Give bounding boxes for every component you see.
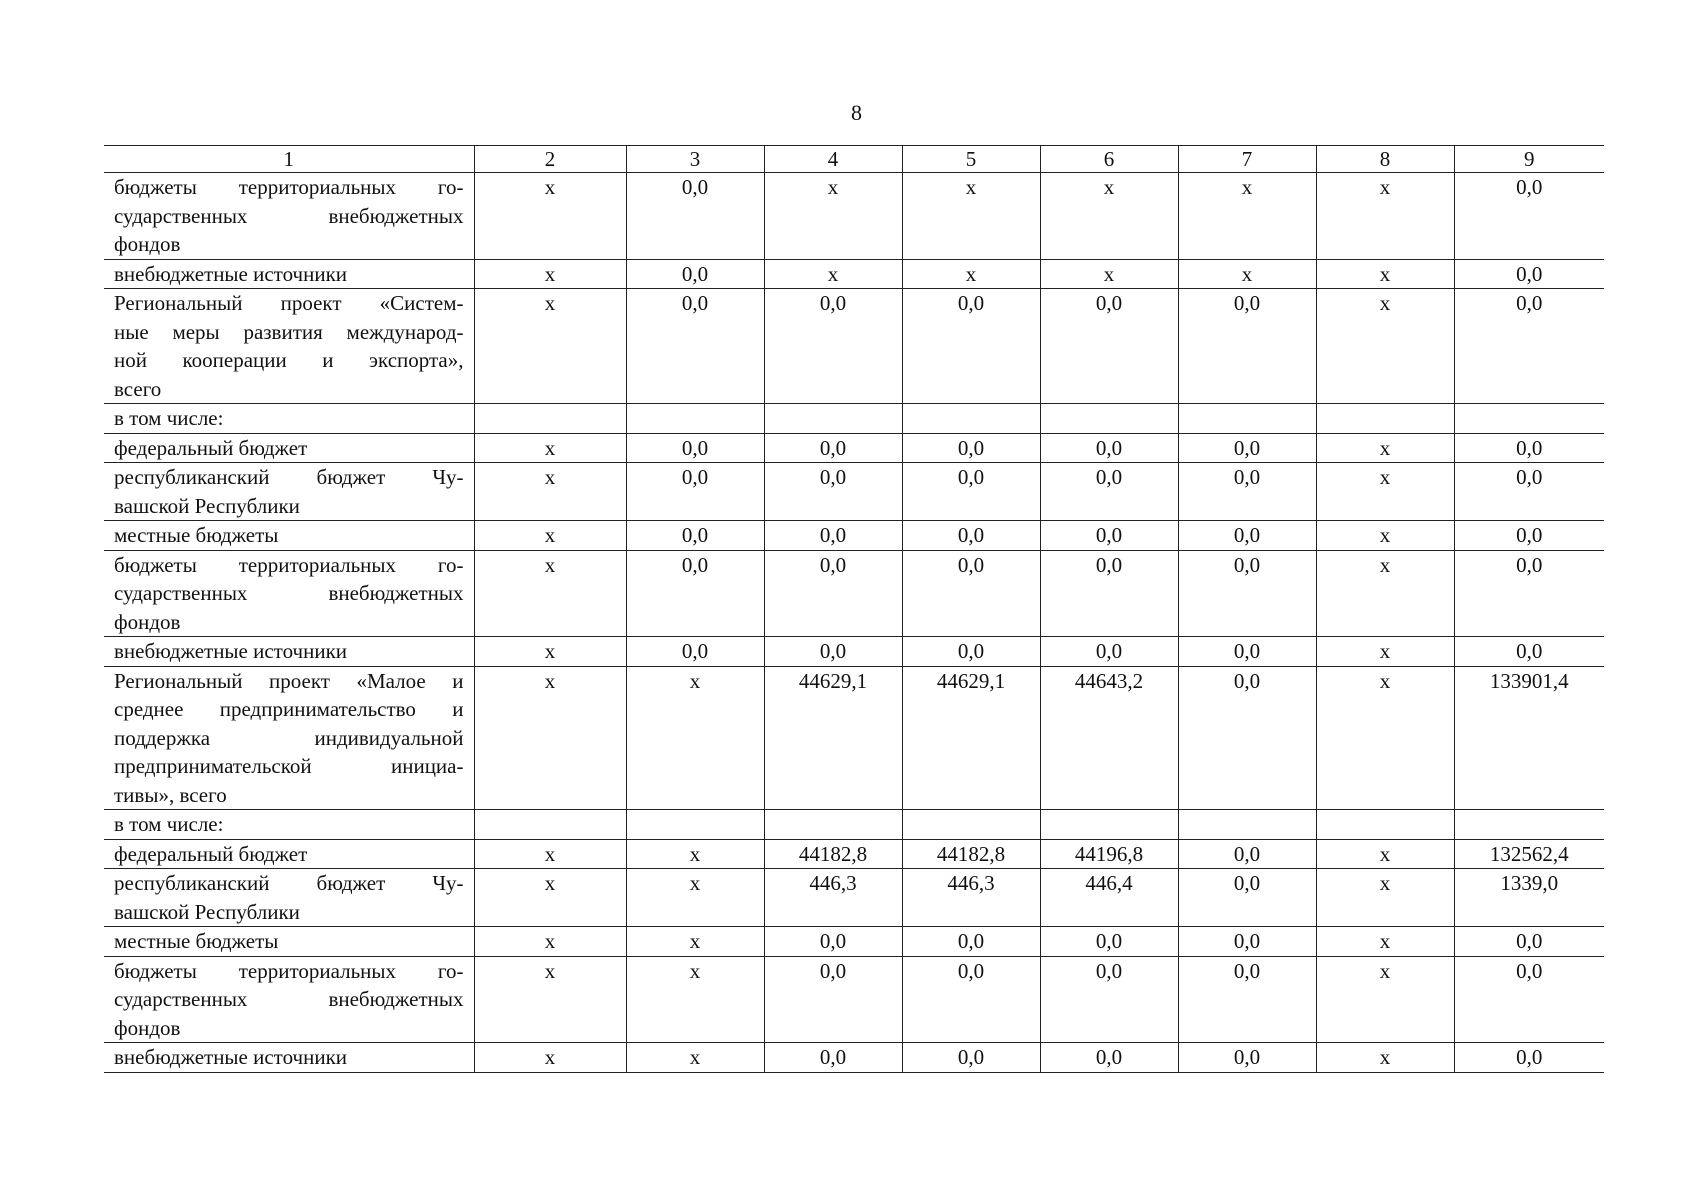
table-cell: 0,0 xyxy=(626,637,764,667)
table-row xyxy=(104,869,1604,927)
table-cell xyxy=(1178,810,1316,840)
table-cell: 0,0 xyxy=(1040,927,1178,957)
row-label xyxy=(104,521,474,551)
table-cell: x xyxy=(1316,173,1454,260)
table-cell: x xyxy=(1316,1043,1454,1073)
table-cell: 0,0 xyxy=(626,521,764,551)
table-cell: 0,0 xyxy=(1178,289,1316,404)
table-cell: 0,0 xyxy=(1178,869,1316,927)
row-label-line: в том числе: xyxy=(114,406,224,430)
row-label-line: бюджеты территориальных го- xyxy=(114,958,464,983)
table-cell xyxy=(1454,810,1604,840)
table-cell: 0,0 xyxy=(1178,666,1316,810)
column-number: 8 xyxy=(1316,146,1454,173)
row-label-line: местные бюджеты xyxy=(114,523,279,547)
table-cell: 44629,1 xyxy=(764,666,902,810)
row-label xyxy=(104,289,474,404)
row-label-line: поддержка индивидуальной xyxy=(114,725,464,750)
table-cell: x xyxy=(474,839,626,869)
table-cell: 0,0 xyxy=(1040,521,1178,551)
row-label-line: фондов xyxy=(114,232,181,256)
table-row xyxy=(104,404,1604,434)
table-cell xyxy=(764,404,902,434)
row-label-line: всего xyxy=(114,376,162,401)
table-cell: 446,3 xyxy=(902,869,1040,927)
table-cell: x xyxy=(474,1043,626,1073)
table-cell: 0,0 xyxy=(1178,839,1316,869)
row-label-line: федеральный бюджет xyxy=(114,841,308,866)
table-cell: x xyxy=(474,289,626,404)
table-cell: x xyxy=(474,637,626,667)
table-cell: 133901,4 xyxy=(1454,666,1604,810)
table-cell: 0,0 xyxy=(1040,433,1178,463)
table-cell: 0,0 xyxy=(1454,550,1604,637)
table-cell xyxy=(1040,404,1178,434)
table-cell: x xyxy=(626,666,764,810)
table-cell: x xyxy=(626,927,764,957)
table-cell: x xyxy=(474,666,626,810)
table-cell xyxy=(902,404,1040,434)
table-cell xyxy=(1316,810,1454,840)
table-cell: 0,0 xyxy=(1454,956,1604,1043)
column-number: 5 xyxy=(902,146,1040,173)
table-cell: 0,0 xyxy=(902,637,1040,667)
table-cell: x xyxy=(1316,463,1454,521)
table-cell: 0,0 xyxy=(1040,1043,1178,1073)
table-cell: 0,0 xyxy=(626,259,764,289)
table-cell: x xyxy=(626,839,764,869)
table-cell: x xyxy=(1316,927,1454,957)
table-cell: x xyxy=(1316,666,1454,810)
row-label-line: федеральный бюджет xyxy=(114,435,308,460)
table-row xyxy=(104,550,1604,637)
table-cell: 0,0 xyxy=(1454,463,1604,521)
table-cell: x xyxy=(1316,637,1454,667)
row-label-line: сударственных внебюджетных xyxy=(114,581,464,605)
row-label-line: Региональный проект «Систем- xyxy=(114,291,464,315)
table-cell: 0,0 xyxy=(1178,433,1316,463)
table-cell xyxy=(626,404,764,434)
table-row xyxy=(104,1043,1604,1073)
table-cell: x xyxy=(1178,173,1316,260)
table-cell: x xyxy=(1040,259,1178,289)
row-label-line: сударственных внебюджетных xyxy=(114,987,464,1011)
row-label-line: Региональный проект «Малое и xyxy=(114,668,464,693)
table-cell: x xyxy=(626,869,764,927)
row-label-line: в том числе: xyxy=(114,812,224,836)
table-row xyxy=(104,927,1604,957)
table-cell: x xyxy=(902,173,1040,260)
table-cell: 0,0 xyxy=(764,927,902,957)
table-cell: 132562,4 xyxy=(1454,839,1604,869)
table-cell: x xyxy=(764,259,902,289)
row-label xyxy=(104,666,474,810)
row-label-line: внебюджетные источники xyxy=(114,639,348,663)
table-cell: 0,0 xyxy=(902,433,1040,463)
column-number: 4 xyxy=(764,146,902,173)
table-cell: 0,0 xyxy=(1454,521,1604,551)
row-label xyxy=(104,550,474,637)
row-label-line: ной кооперации и экспорта», xyxy=(114,348,464,372)
row-label-line: вашской Республики xyxy=(114,493,300,518)
table-cell: 0,0 xyxy=(626,463,764,521)
table-cell: 0,0 xyxy=(1178,927,1316,957)
column-number: 1 xyxy=(104,146,474,173)
table-cell: 0,0 xyxy=(764,637,902,667)
row-label xyxy=(104,839,474,869)
table-cell: 0,0 xyxy=(1040,289,1178,404)
table-cell: 0,0 xyxy=(1178,637,1316,667)
page-number: 8 xyxy=(851,100,862,125)
table-cell: x xyxy=(626,1043,764,1073)
table-cell xyxy=(1040,810,1178,840)
table-cell xyxy=(902,810,1040,840)
row-label-line: фондов xyxy=(114,609,181,634)
row-label-line: фондов xyxy=(114,1015,181,1040)
table-cell: x xyxy=(474,463,626,521)
table-cell: 0,0 xyxy=(1454,289,1604,404)
row-label-line: республиканский бюджет Чу- xyxy=(114,871,464,895)
table-cell: 0,0 xyxy=(1178,463,1316,521)
row-label-line: бюджеты территориальных го- xyxy=(114,175,464,199)
table-cell: 44196,8 xyxy=(1040,839,1178,869)
table-cell: 0,0 xyxy=(902,521,1040,551)
table-cell: 0,0 xyxy=(764,289,902,404)
row-label xyxy=(104,173,474,260)
table-cell: x xyxy=(474,927,626,957)
table-cell: 44182,8 xyxy=(902,839,1040,869)
table-cell: x xyxy=(1316,521,1454,551)
table-cell: 0,0 xyxy=(1454,637,1604,667)
table-cell: 0,0 xyxy=(1454,433,1604,463)
row-label-line: среднее предпринимательство и xyxy=(114,697,464,721)
table-cell: 0,0 xyxy=(626,433,764,463)
table-cell: 0,0 xyxy=(1178,550,1316,637)
table-cell: 0,0 xyxy=(1454,259,1604,289)
table-cell: 0,0 xyxy=(626,173,764,260)
table-cell: 0,0 xyxy=(1040,956,1178,1043)
table-cell: 44629,1 xyxy=(902,666,1040,810)
table-cell: 0,0 xyxy=(902,927,1040,957)
row-label-line: вашской Республики xyxy=(114,899,300,924)
row-label xyxy=(104,869,474,927)
row-label xyxy=(104,433,474,463)
table-cell: x xyxy=(1040,173,1178,260)
table-cell: x xyxy=(474,259,626,289)
table-row xyxy=(104,463,1604,521)
table-cell: 0,0 xyxy=(1040,637,1178,667)
table-cell: x xyxy=(1316,550,1454,637)
table-row xyxy=(104,259,1604,289)
table-cell: 0,0 xyxy=(1040,463,1178,521)
table-cell: x xyxy=(474,956,626,1043)
table-cell: x xyxy=(1316,259,1454,289)
table-cell: 0,0 xyxy=(902,463,1040,521)
row-label-line: местные бюджеты xyxy=(114,929,279,953)
row-label xyxy=(104,810,474,840)
table-row xyxy=(104,637,1604,667)
row-label-line: предпринимательской инициа- xyxy=(114,754,464,778)
table-cell: x xyxy=(1316,956,1454,1043)
table-cell xyxy=(474,404,626,434)
table-row xyxy=(104,173,1604,260)
row-label xyxy=(104,1043,474,1073)
row-label-line: республиканский бюджет Чу- xyxy=(114,465,464,489)
row-label-line: бюджеты территориальных го- xyxy=(114,552,464,577)
row-label-line: внебюджетные источники xyxy=(114,261,348,286)
table-cell: x xyxy=(474,433,626,463)
table-cell: x xyxy=(1178,259,1316,289)
table-cell: x xyxy=(764,173,902,260)
row-label xyxy=(104,956,474,1043)
column-number: 6 xyxy=(1040,146,1178,173)
column-number: 3 xyxy=(626,146,764,173)
table-cell: x xyxy=(1316,289,1454,404)
row-label-line: сударственных внебюджетных xyxy=(114,203,464,228)
table-cell: x xyxy=(902,259,1040,289)
table-cell: 44643,2 xyxy=(1040,666,1178,810)
table-row xyxy=(104,810,1604,840)
table-cell: 44182,8 xyxy=(764,839,902,869)
budget-table xyxy=(104,145,1604,1073)
table-cell: 0,0 xyxy=(764,1043,902,1073)
table-cell: x xyxy=(626,956,764,1043)
table-cell: x xyxy=(1316,869,1454,927)
row-label xyxy=(104,637,474,667)
table-cell: 0,0 xyxy=(902,1043,1040,1073)
table-cell: 0,0 xyxy=(764,550,902,637)
table-cell: x xyxy=(1316,839,1454,869)
row-label-line: тивы», всего xyxy=(114,782,227,807)
table-cell: x xyxy=(474,550,626,637)
table-cell xyxy=(474,810,626,840)
row-label-line: ные меры развития международ- xyxy=(114,319,464,344)
table-row xyxy=(104,433,1604,463)
table-cell xyxy=(1178,404,1316,434)
table-cell: 0,0 xyxy=(626,289,764,404)
table-cell xyxy=(764,810,902,840)
table-cell: 446,3 xyxy=(764,869,902,927)
row-label xyxy=(104,404,474,434)
table-cell: x xyxy=(1316,433,1454,463)
table-cell: 0,0 xyxy=(1454,173,1604,260)
table-cell: 446,4 xyxy=(1040,869,1178,927)
table-cell: 0,0 xyxy=(626,550,764,637)
table-row xyxy=(104,289,1604,404)
table-cell: x xyxy=(474,869,626,927)
table-cell: 0,0 xyxy=(1454,1043,1604,1073)
row-label xyxy=(104,927,474,957)
table-row xyxy=(104,956,1604,1043)
table-cell xyxy=(626,810,764,840)
table-row xyxy=(104,839,1604,869)
table-cell: 0,0 xyxy=(902,289,1040,404)
table-row xyxy=(104,666,1604,810)
table-cell xyxy=(1454,404,1604,434)
table-cell: 0,0 xyxy=(1454,927,1604,957)
row-label xyxy=(104,463,474,521)
table-cell: 0,0 xyxy=(1040,550,1178,637)
table-cell: 1339,0 xyxy=(1454,869,1604,927)
table-cell: 0,0 xyxy=(764,956,902,1043)
row-label xyxy=(104,259,474,289)
table-row xyxy=(104,521,1604,551)
table-cell: 0,0 xyxy=(764,433,902,463)
table-cell: 0,0 xyxy=(1178,521,1316,551)
table-cell: 0,0 xyxy=(1178,956,1316,1043)
table-cell: x xyxy=(474,521,626,551)
table-cell xyxy=(1316,404,1454,434)
table-cell: 0,0 xyxy=(902,550,1040,637)
column-number: 9 xyxy=(1454,146,1604,173)
table-cell: 0,0 xyxy=(764,521,902,551)
column-number: 2 xyxy=(474,146,626,173)
table-header-row xyxy=(104,146,1604,173)
table-cell: 0,0 xyxy=(764,463,902,521)
table-cell: x xyxy=(474,173,626,260)
table-cell: 0,0 xyxy=(1178,1043,1316,1073)
column-number: 7 xyxy=(1178,146,1316,173)
table-cell: 0,0 xyxy=(902,956,1040,1043)
row-label-line: внебюджетные источники xyxy=(114,1045,348,1069)
